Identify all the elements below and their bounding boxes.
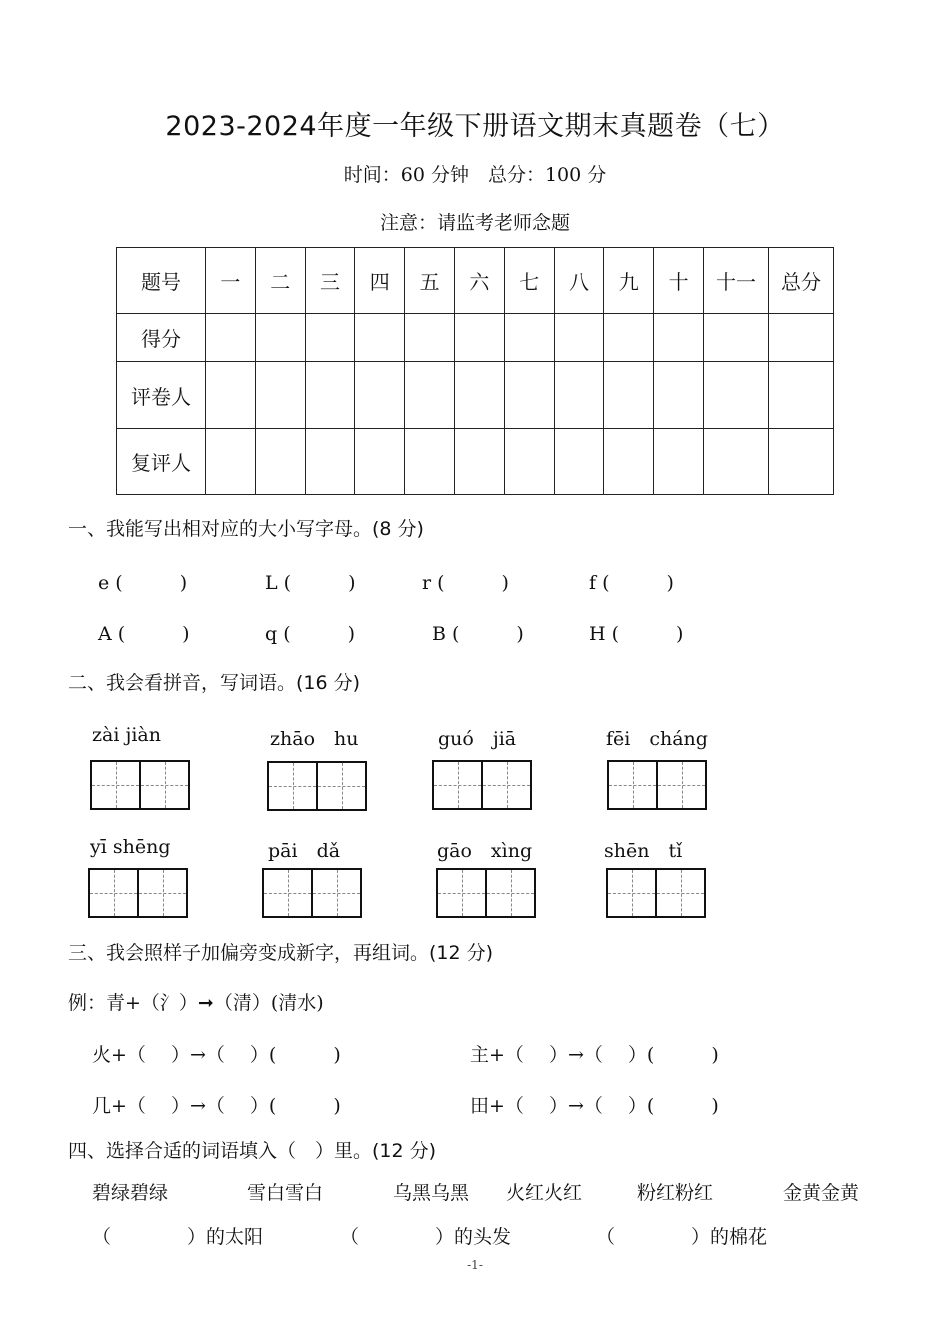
section2-heading: 二、我会看拼音，写词语。(16 分)	[68, 672, 361, 694]
header-cell: 二	[255, 248, 305, 314]
pinyin-label: shēn tǐ	[604, 840, 683, 862]
pinyin-label: gāo xìng	[437, 840, 533, 862]
writing-grid[interactable]	[436, 868, 536, 918]
fill-blank: （ ）的棉花	[596, 1226, 768, 1248]
section1-heading: 一、我能写出相对应的大小写字母。(8 分)	[68, 518, 424, 540]
header-cell: 题号	[117, 248, 206, 314]
header-cell: 五	[405, 248, 455, 314]
header-cell: 六	[454, 248, 504, 314]
letter-item: r ( )	[422, 572, 509, 594]
radical-item: 几+（ ）→（ ）( )	[92, 1095, 341, 1117]
letter-item: e ( )	[98, 572, 188, 594]
proctor-notice: 注意：请监考老师念题	[379, 212, 570, 234]
letter-item: L ( )	[265, 572, 356, 594]
writing-grid[interactable]	[262, 868, 362, 918]
section4-heading: 四、选择合适的词语填入（ ）里。(12 分)	[68, 1140, 437, 1162]
word-option: 乌黑乌黑	[393, 1182, 470, 1204]
header-cell: 一	[206, 248, 256, 314]
row-label: 得分	[117, 314, 206, 362]
writing-grid[interactable]	[606, 868, 706, 918]
pinyin-label: zài jiàn	[92, 724, 161, 746]
word-option: 雪白雪白	[247, 1182, 324, 1204]
word-option: 金黄金黄	[783, 1182, 860, 1204]
pinyin-label: fēi cháng	[606, 728, 708, 750]
letter-item: A ( )	[98, 623, 190, 645]
row-label: 复评人	[117, 429, 206, 495]
radical-item: 主+（ ）→（ ）( )	[470, 1044, 719, 1066]
page-number: -1-	[467, 1258, 483, 1272]
pinyin-label: pāi dǎ	[268, 840, 341, 862]
word-option: 碧绿碧绿	[92, 1182, 169, 1204]
header-cell: 八	[554, 248, 604, 314]
score-table	[116, 247, 834, 495]
pinyin-label: zhāo hu	[270, 728, 359, 750]
exam-title: 2023-2024年度一年级下册语文期末真题卷（七）	[165, 111, 785, 142]
section3-heading: 三、我会照样子加偏旁变成新字，再组词。(12 分)	[68, 942, 494, 964]
header-cell: 七	[504, 248, 554, 314]
header-cell: 十一	[704, 248, 769, 314]
writing-grid[interactable]	[267, 761, 367, 811]
pinyin-label: guó jiā	[438, 728, 517, 750]
example-line: 例：青+（氵）➞（清）(清水)	[68, 992, 324, 1014]
score-table-header-row	[117, 248, 834, 314]
writing-grid[interactable]	[90, 760, 190, 810]
row-label: 评卷人	[117, 362, 206, 429]
grader-row	[117, 362, 834, 429]
word-option: 火红火红	[506, 1182, 583, 1204]
writing-grid[interactable]	[432, 760, 532, 810]
header-cell: 十	[654, 248, 704, 314]
fill-blank: （ ）的头发	[340, 1226, 512, 1248]
word-option: 粉红粉红	[637, 1182, 714, 1204]
time-and-score-info: 时间：60 分钟 总分：100 分	[343, 164, 607, 186]
radical-item: 田+（ ）→（ ）( )	[470, 1095, 719, 1117]
header-cell: 三	[305, 248, 355, 314]
fill-blank: （ ）的太阳	[92, 1226, 264, 1248]
writing-grid[interactable]	[88, 868, 188, 918]
header-cell: 总分	[769, 248, 834, 314]
letter-item: f ( )	[589, 572, 674, 594]
radical-item: 火+（ ）→（ ）( )	[92, 1044, 341, 1066]
header-cell: 九	[604, 248, 654, 314]
writing-grid[interactable]	[607, 760, 707, 810]
letter-item: H ( )	[589, 623, 684, 645]
letter-item: B ( )	[432, 623, 524, 645]
score-row	[117, 314, 834, 362]
reviewer-row	[117, 429, 834, 495]
header-cell: 四	[355, 248, 405, 314]
letter-item: q ( )	[265, 623, 356, 645]
pinyin-label: yī shēng	[90, 836, 171, 858]
